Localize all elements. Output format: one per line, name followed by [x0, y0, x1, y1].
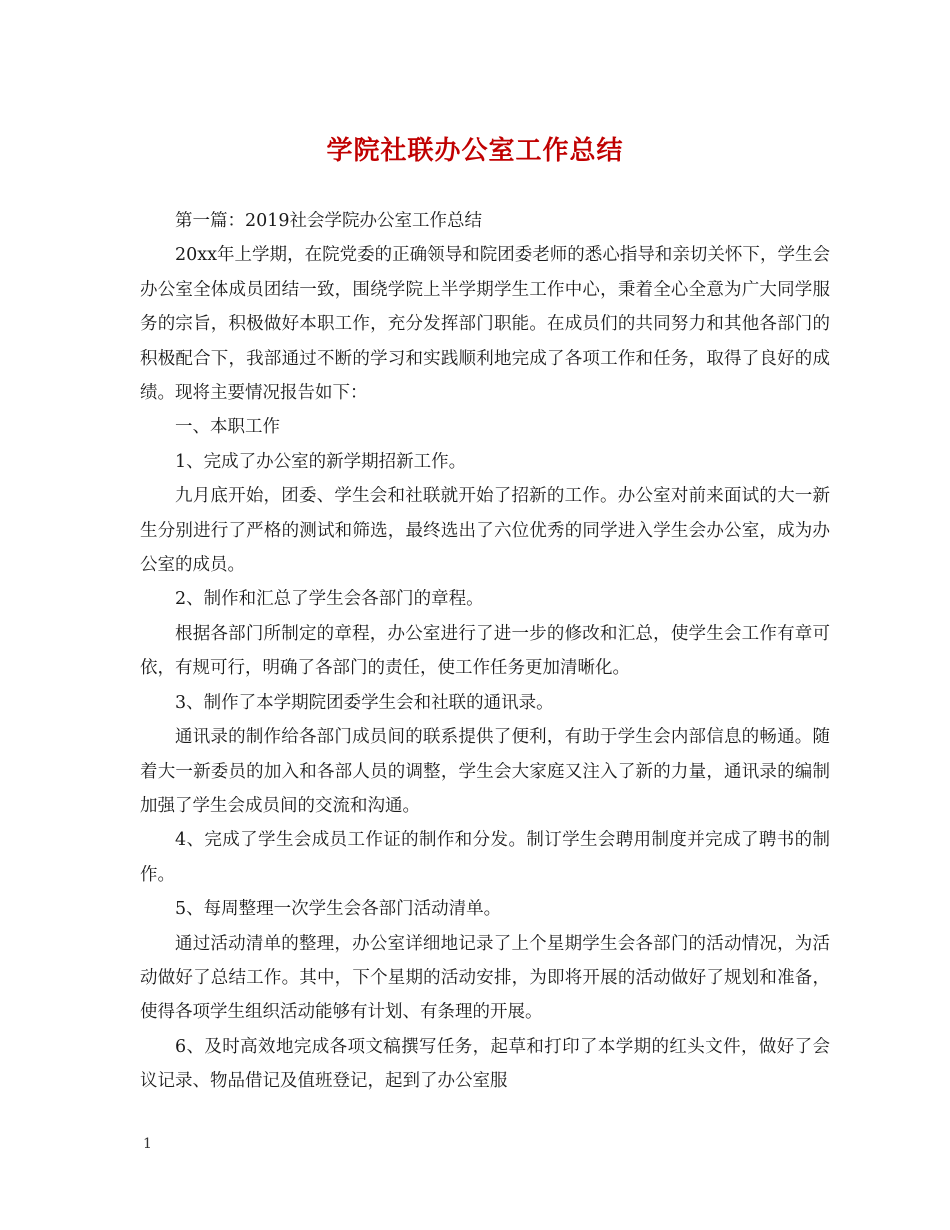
list-item: 5、每周整理一次学生会各部门活动清单。 — [175, 899, 502, 920]
paragraph: 九月底开始，团委、学生会和社联就开始了招新的工作。办公室对前来面试的大一新生分别进行了严格的测试和筛选，最终选出了六位优秀的同学进入学生会办公室，成为办公室的成员。 — [140, 486, 830, 576]
paragraph: 根据各部门所制定的章程，办公室进行了进一步的修改和汇总，使学生会工作有章可依，有规可行，明确了各部门的责任，使工作任务更加清晰化。 — [140, 623, 830, 679]
document-title: 学院社联办公室工作总结 — [326, 136, 624, 166]
list-item: 6、及时高效地完成各项文稿撰写任务，起草和打印了本学期的红头文件，做好了会议记录、物品借记及值班登记，起到了办公室服 — [140, 1036, 830, 1092]
paragraph: 20xx年上学期，在院党委的正确领导和院团委老师的悉心指导和亲切关怀下，学生会办公室全体成员团结一致，围绕学院上半学期学生工作中心，秉着全心全意为广大同学服务的宗旨，积极做好本职工作，充分发挥部门职能。在成员们的共同努力和其他各部门的积极配合下，我部通过不断的学习和实践顺利地完成了各项工作和任务，取得了良好的成绩。现将主要情况报告如下： — [140, 245, 830, 404]
list-item: 1、完成了办公室的新学期招新工作。 — [175, 451, 467, 472]
paragraph: 通讯录的制作给各部门成员间的联系提供了便利，有助于学生会内部信息的畅通。随着大一新委员的加入和各部人员的调整，学生会大家庭又注入了新的力量，通讯录的编制加强了学生会成员间的交流和沟通。 — [140, 727, 830, 816]
list-item: 4、完成了学生会成员工作证的制作和分发。制订学生会聘用制度并完成了聘书的制作。 — [140, 830, 830, 885]
section-heading: 第一篇：2019社会学院办公室工作总结 — [175, 211, 483, 231]
page-number: 1 — [143, 1136, 152, 1152]
document-body — [140, 204, 830, 1099]
list-item: 3、制作了本学期院团委学生会和社联的通讯录。 — [175, 692, 554, 713]
section-heading: 一、本职工作 — [175, 417, 280, 438]
paragraph: 通过活动清单的整理，办公室详细地记录了上个星期学生会各部门的活动情况，为活动做好了总结工作。其中，下个星期的活动安排，为即将开展的活动做好了规划和准备，使得各项学生组织活动能够有计划、有条理的开展。 — [140, 933, 830, 1023]
list-item: 2、制作和汇总了学生会各部门的章程。 — [175, 589, 484, 610]
